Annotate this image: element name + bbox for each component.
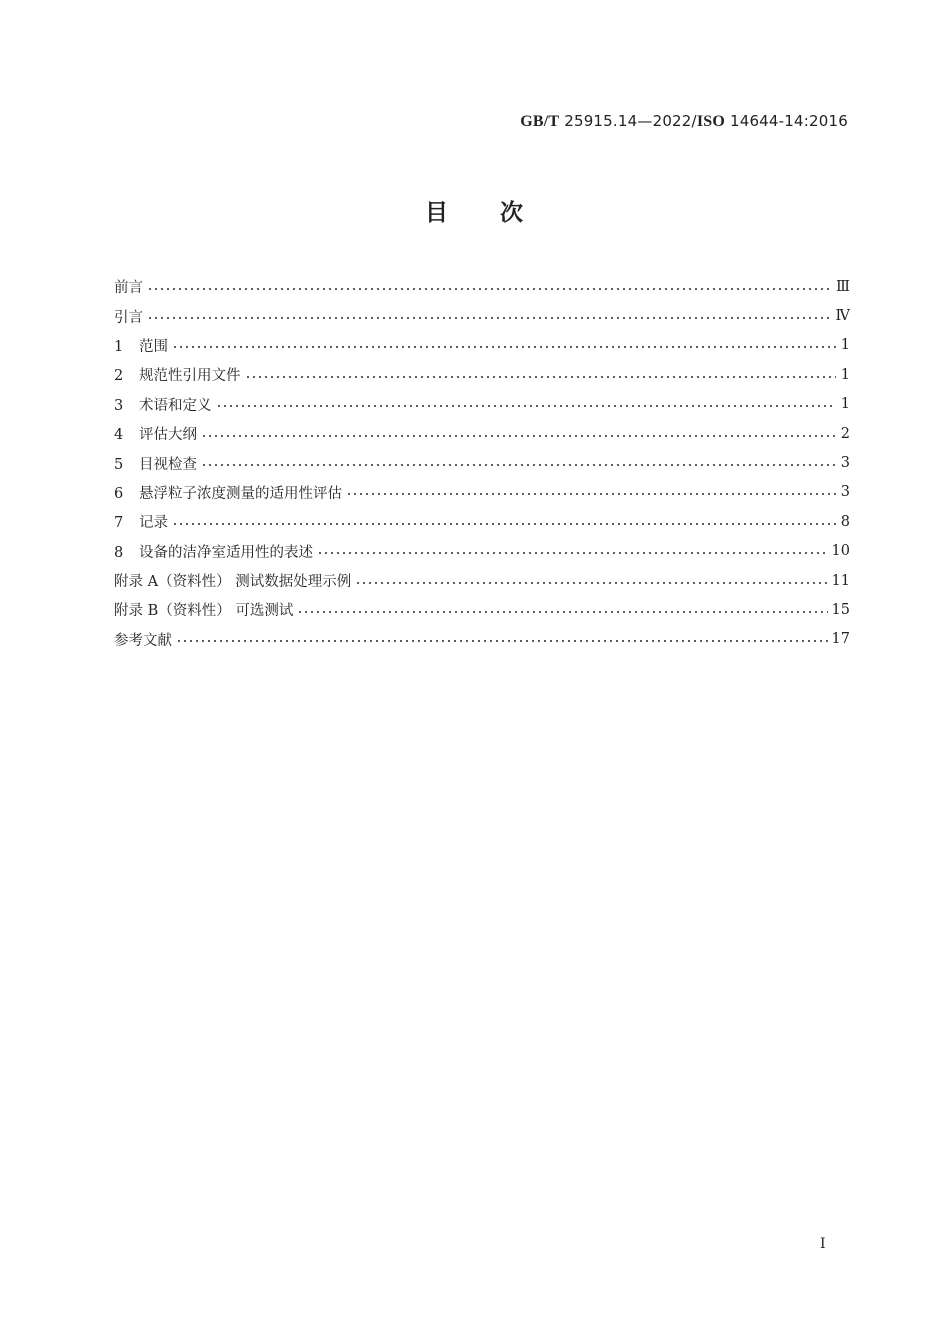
dot-leader xyxy=(317,552,828,554)
toc-entry-annex-b[interactable] xyxy=(114,595,850,624)
toc-entry-2[interactable] xyxy=(114,360,850,389)
toc-entry-label: 术语和定义 xyxy=(139,397,212,414)
toc-entry-label: 评估大纲 xyxy=(139,427,197,444)
toc-entry-label: 引言 xyxy=(114,309,143,326)
toc-entry-page: 1 xyxy=(840,396,850,413)
iso-number: 14644-14:2016 xyxy=(729,112,848,130)
toc-entry-page: 15 xyxy=(831,601,850,618)
dot-leader xyxy=(355,582,827,584)
dot-leader xyxy=(245,376,837,378)
toc-entry-number: 5 xyxy=(114,456,124,473)
toc-entry-8[interactable] xyxy=(114,537,850,566)
dot-leader xyxy=(201,435,836,437)
title-char-2: 次 xyxy=(500,200,525,226)
toc-entry-page: 3 xyxy=(840,455,850,472)
toc-entry-bibliography[interactable] xyxy=(114,625,850,654)
toc-entry-introduction[interactable] xyxy=(114,301,850,330)
dot-leader xyxy=(216,405,837,407)
title-char-1: 目 xyxy=(425,200,450,226)
toc-entry-page: Ⅳ xyxy=(835,308,850,325)
toc-entry-4[interactable] xyxy=(114,419,850,448)
toc-entry-1[interactable] xyxy=(114,331,850,360)
iso-prefix: ISO xyxy=(696,113,725,130)
toc-entry-label: 设备的洁净室适用性的表述 xyxy=(139,544,313,561)
toc-entry-label: 悬浮粒子浓度测量的适用性评估 xyxy=(139,485,342,502)
standard-prefix: GB/T xyxy=(520,113,560,130)
page-title xyxy=(0,194,950,227)
toc-entry-page: 17 xyxy=(831,631,850,648)
dot-leader xyxy=(147,288,832,290)
toc-entry-page: 1 xyxy=(840,366,850,383)
toc-entry-page: Ⅲ xyxy=(836,278,850,295)
toc-entry-label: 记录 xyxy=(139,515,168,532)
dot-leader xyxy=(172,523,836,525)
toc-entry-label: 规范性引用文件 xyxy=(139,368,241,385)
toc-entry-6[interactable] xyxy=(114,478,850,507)
toc-entry-number: 8 xyxy=(114,544,124,561)
dot-leader xyxy=(201,464,836,466)
toc-entry-page: 2 xyxy=(840,425,850,442)
toc-entry-label: 范围 xyxy=(139,338,168,355)
table-of-contents xyxy=(114,272,850,654)
toc-entry-number: 6 xyxy=(114,485,124,502)
toc-entry-label: 附录 A（资料性） 测试数据处理示例 xyxy=(114,574,352,591)
toc-entry-number: 2 xyxy=(114,368,124,385)
dot-leader xyxy=(346,493,836,495)
toc-entry-page: 10 xyxy=(831,543,850,560)
toc-entry-annex-a[interactable] xyxy=(114,566,850,595)
page-number: I xyxy=(820,1236,826,1252)
toc-entry-label: 目视检查 xyxy=(139,456,197,473)
dot-leader xyxy=(147,317,832,319)
toc-entry-page: 8 xyxy=(840,513,850,530)
standard-code xyxy=(520,112,848,131)
toc-entry-number: 4 xyxy=(114,427,124,444)
toc-entry-page: 3 xyxy=(840,484,850,501)
dot-leader xyxy=(297,611,827,613)
toc-entry-number: 3 xyxy=(114,397,124,414)
toc-entry-label: 前言 xyxy=(114,280,143,297)
toc-entry-number: 7 xyxy=(114,515,124,532)
toc-entry-3[interactable] xyxy=(114,390,850,419)
standard-number: 25915.14—2022/ xyxy=(564,112,697,130)
dot-leader xyxy=(176,640,828,642)
toc-entry-label: 参考文献 xyxy=(114,632,172,649)
toc-entry-5[interactable] xyxy=(114,448,850,477)
toc-entry-page: 1 xyxy=(840,337,850,354)
toc-entry-foreword[interactable] xyxy=(114,272,850,301)
dot-leader xyxy=(172,346,836,348)
toc-entry-label: 附录 B（资料性） 可选测试 xyxy=(114,603,294,620)
toc-entry-page: 11 xyxy=(831,572,850,589)
toc-entry-number: 1 xyxy=(114,338,124,355)
toc-entry-7[interactable] xyxy=(114,507,850,536)
